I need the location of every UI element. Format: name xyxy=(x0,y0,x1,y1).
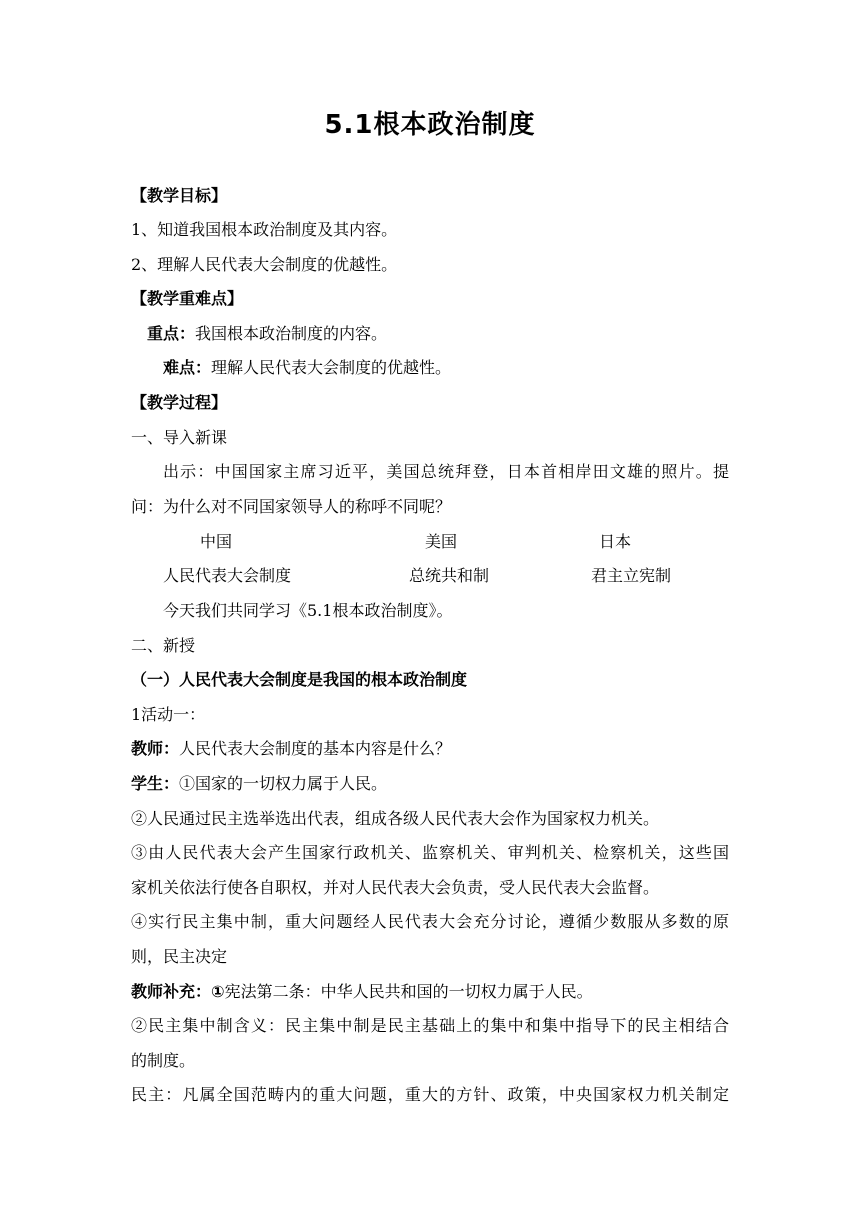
focus-text: 我国根本政治制度的内容。 xyxy=(195,324,388,343)
country-china: 中国 xyxy=(200,532,233,551)
answer-4-line-1: ④实行民主集中制，重大问题经人民代表大会充分讨论，遵循少数服从多数的原 xyxy=(131,912,729,931)
new-lesson-heading: 二、新授 xyxy=(131,636,196,655)
key-points-heading: 【教学重难点】 xyxy=(131,289,244,308)
democracy-line: 民主：凡属全国范畴内的重大问题，重大的方针、政策，中央国家权力机关制定 xyxy=(131,1085,729,1104)
teacher-question-text: 人民代表大会制度的基本内容是什么？ xyxy=(179,739,452,758)
student-label: 学生： xyxy=(131,774,180,793)
teacher-question xyxy=(131,738,451,760)
objectives-heading: 【教学目标】 xyxy=(131,186,228,205)
teacher-supplement xyxy=(131,981,593,1003)
system-china: 人民代表大会制度 xyxy=(163,566,292,585)
today-lesson: 今天我们共同学习《5.1根本政治制度》。 xyxy=(163,601,453,620)
process-heading: 【教学过程】 xyxy=(131,393,228,412)
page-title: 5.1根本政治制度 xyxy=(324,110,536,140)
teacher-label: 教师： xyxy=(131,739,180,758)
answer-3-line-1: ③由人民代表大会产生国家行政机关、监察机关、审判机关、检察机关，这些国 xyxy=(131,843,729,862)
intro-paragraph-line-1: 出示：中国国家主席习近平，美国总统拜登，日本首相岸田文雄的照片。提 xyxy=(163,462,729,481)
intro-paragraph-line-2: 问：为什么对不同国家领导人的称呼不同呢？ xyxy=(131,497,452,516)
student-answer xyxy=(131,773,387,795)
difficulty-label: 难点： xyxy=(163,358,212,377)
objective-item-2: 2、理解人民代表大会制度的优越性。 xyxy=(131,255,398,274)
difficulty-line xyxy=(163,357,451,379)
objective-item-1: 1、知道我国根本政治制度及其内容。 xyxy=(131,220,398,239)
supplement-1: 宪法第二条：中华人民共和国的一切权力属于人民。 xyxy=(224,982,593,1001)
supplement-2-line-2: 的制度。 xyxy=(131,1051,196,1070)
answer-2: ②人民通过民主选举选出代表，组成各级人民代表大会作为国家权力机关。 xyxy=(131,809,660,828)
answer-4-line-2: 则，民主决定 xyxy=(131,947,228,966)
student-answer-1: ①国家的一切权力属于人民。 xyxy=(179,774,388,793)
focus-label: 重点： xyxy=(147,324,196,343)
intro-heading: 一、导入新课 xyxy=(131,428,228,447)
activity-1: 1活动一： xyxy=(131,705,206,724)
subsection-1-heading: （一）人民代表大会制度是我国的根本政治制度 xyxy=(131,670,468,689)
difficulty-text: 理解人民代表大会制度的优越性。 xyxy=(211,358,452,377)
country-japan: 日本 xyxy=(599,532,632,551)
supplement-label: 教师补充：① xyxy=(131,982,225,1001)
system-usa: 总统共和制 xyxy=(409,566,490,585)
country-usa: 美国 xyxy=(425,532,458,551)
system-japan: 君主立宪制 xyxy=(591,566,672,585)
supplement-2-line-1: ②民主集中制含义：民主集中制是民主基础上的集中和集中指导下的民主相结合 xyxy=(131,1016,729,1035)
focus-line xyxy=(147,323,387,345)
answer-3-line-2: 家机关依法行使各自职权，并对人民代表大会负责，受人民代表大会监督。 xyxy=(131,878,660,897)
